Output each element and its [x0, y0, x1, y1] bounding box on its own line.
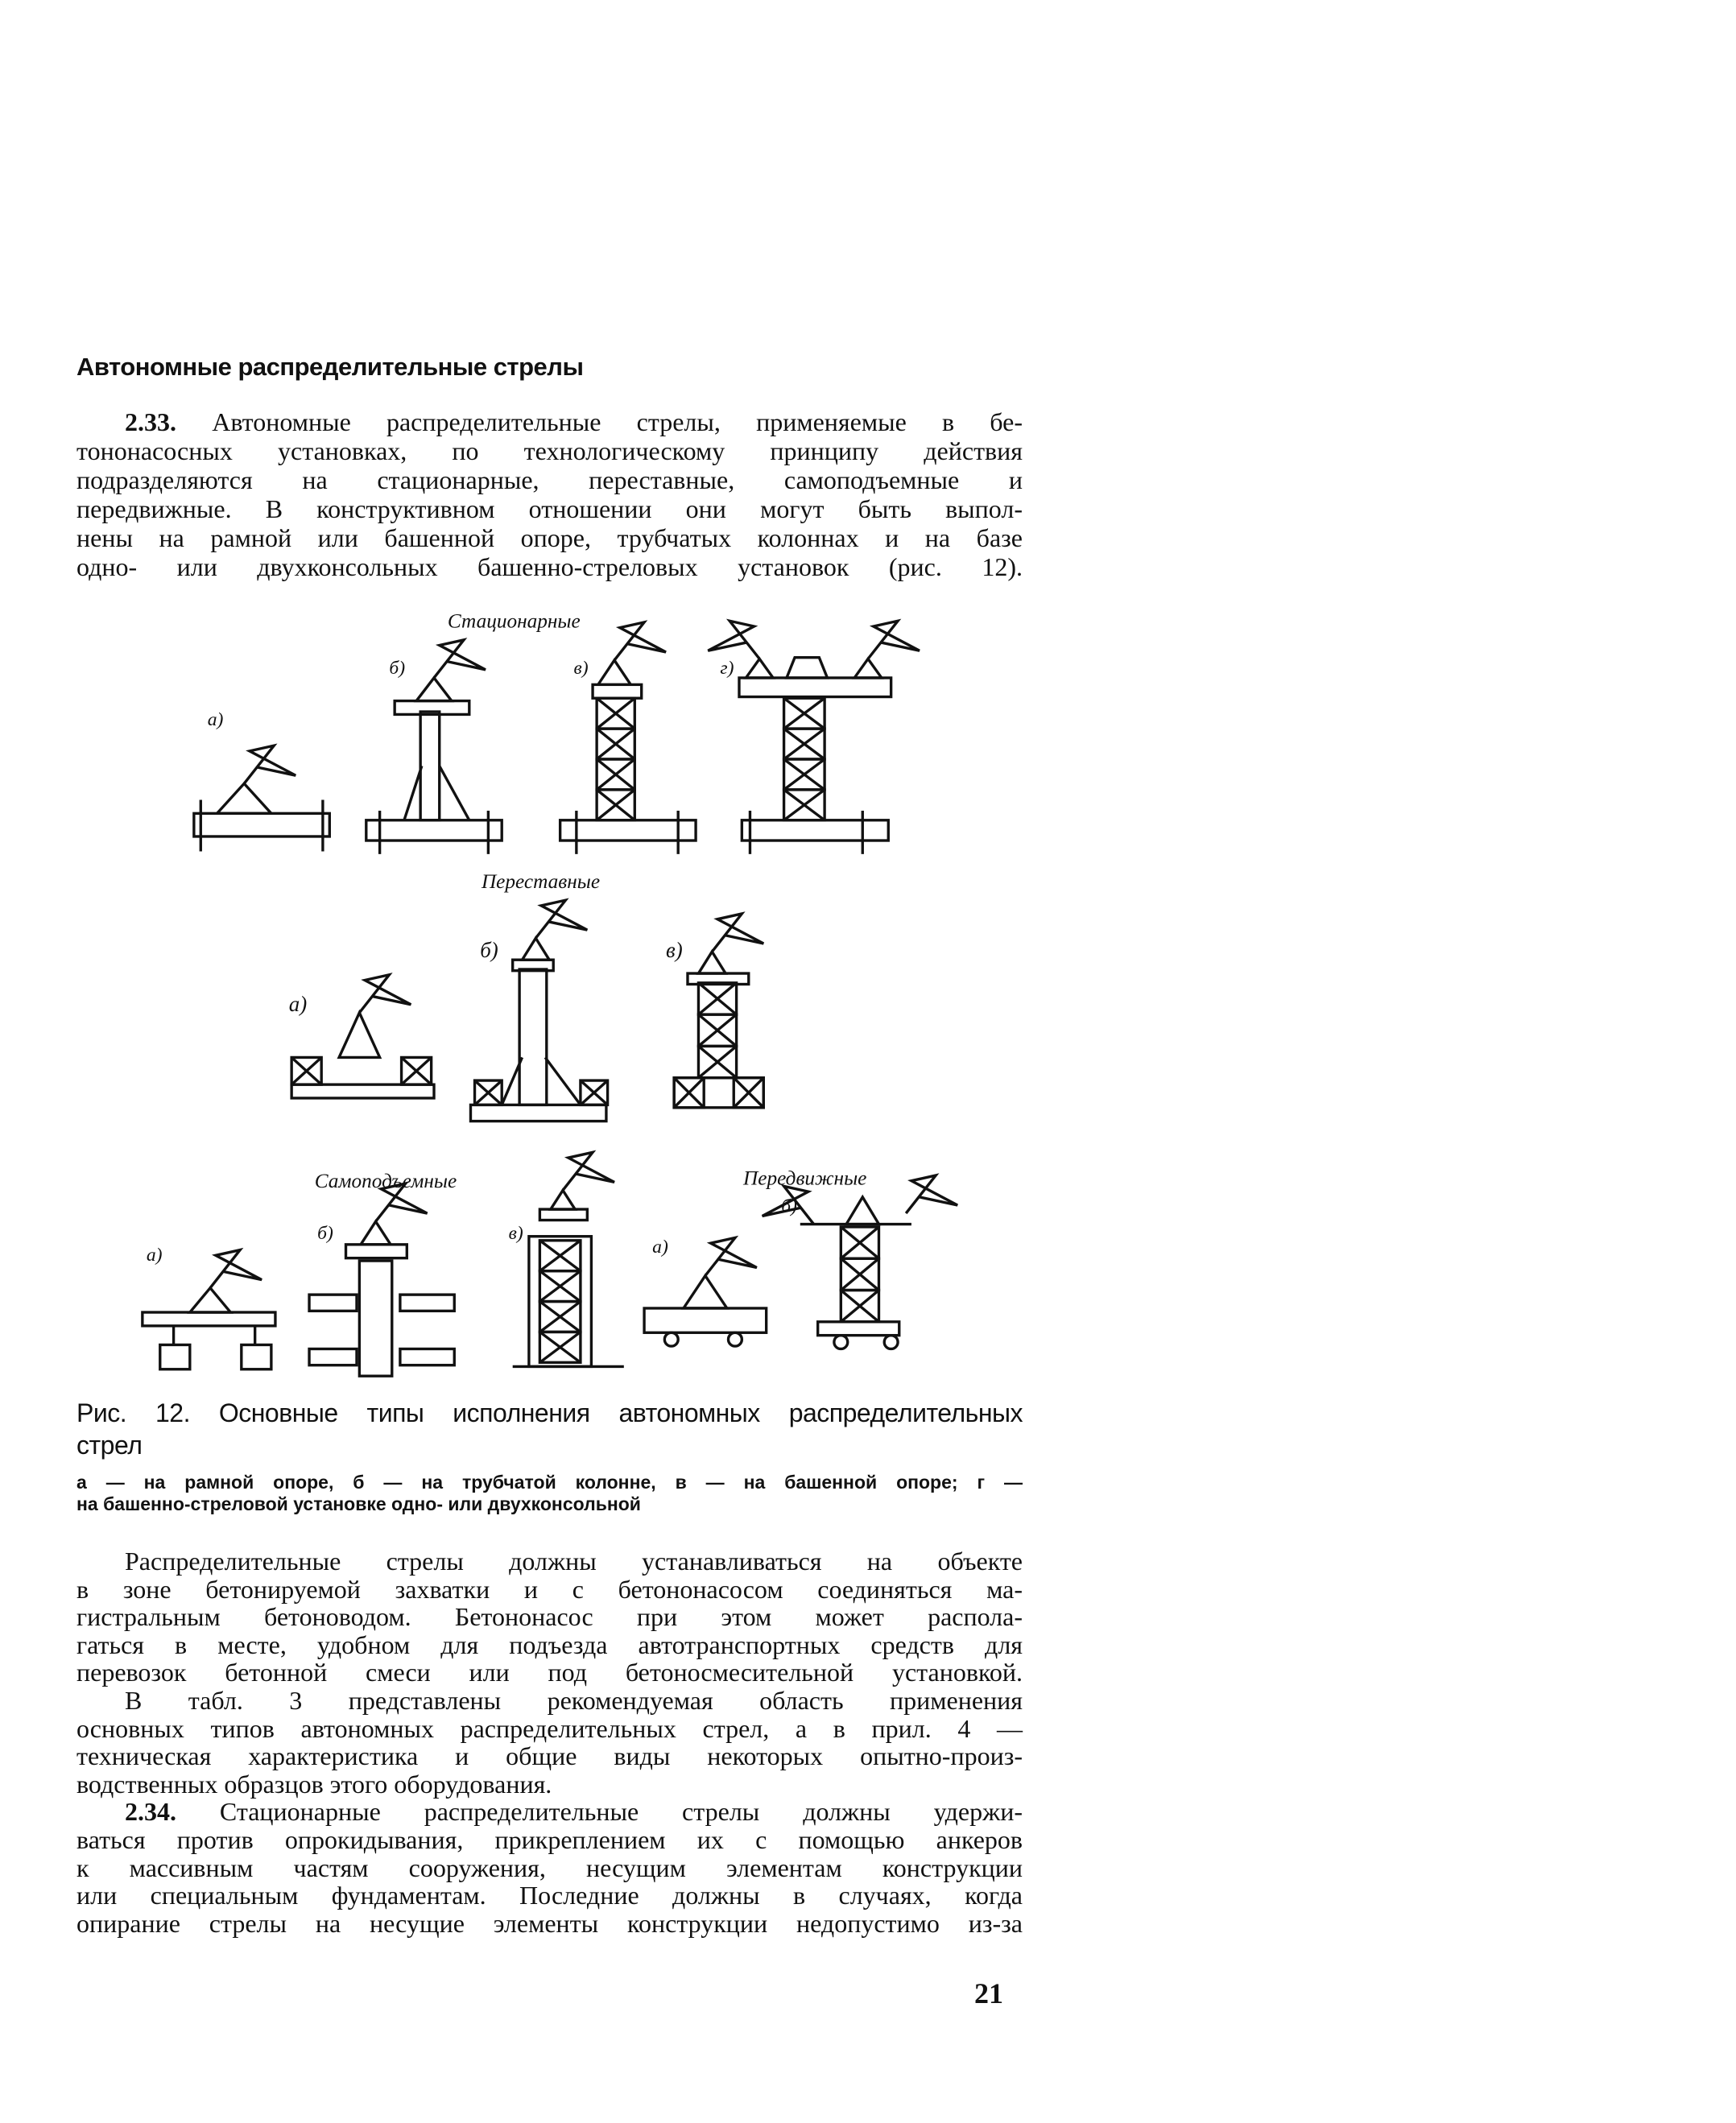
center-cab	[787, 658, 828, 678]
figure-legend	[76, 1472, 1023, 1515]
text-line: одно- или двухконсольных башенно-стреловых установок (рис. 12).	[76, 552, 1023, 581]
wheel	[664, 1332, 678, 1346]
sub-label: в)	[573, 657, 589, 679]
page-number: 21	[974, 1977, 1003, 2009]
foot-block	[160, 1344, 190, 1369]
sub-label: в)	[666, 937, 683, 962]
console-beam	[739, 678, 891, 697]
boom-support-triangle	[684, 1276, 727, 1308]
hatched-slab	[400, 1349, 454, 1365]
text-line: техническая характеристика и общие виды некоторых опытно-произ-	[76, 1741, 1023, 1771]
paragraph-number: 2.34.	[125, 1797, 176, 1827]
frame-base	[291, 1084, 434, 1098]
text-line	[76, 1798, 1023, 1826]
text-line: передвижные. В конструктивном отношении они могут быть выпол-	[76, 494, 1023, 523]
hatched-slab	[309, 1295, 357, 1311]
text-line: к массивным частям сооружения, несущим элементам конструкции	[76, 1852, 1023, 1882]
boom-support-triangle	[339, 1013, 380, 1058]
sub-label: в)	[508, 1223, 523, 1245]
tower-base	[560, 820, 696, 841]
paragraph-number: 2.33.	[125, 407, 176, 436]
top-plate	[346, 1245, 407, 1258]
group-label-mobile: Передвижные	[743, 1167, 867, 1190]
sub-label: а)	[146, 1245, 163, 1266]
boom-zigzag	[708, 621, 759, 659]
boom-zigzag	[705, 1237, 757, 1275]
tower-base	[742, 820, 888, 841]
tube-column	[420, 712, 440, 820]
boom-drawings	[143, 621, 957, 1376]
text-line: Распределительные стрелы должны устанавливаться на объекте	[125, 1547, 1023, 1576]
boom-support-triangle	[846, 1197, 878, 1225]
top-plate	[539, 1209, 587, 1220]
text-line: или специальным фундаментам. Последние должны в случаях, когда	[76, 1881, 1023, 1910]
boom-zigzag	[563, 1152, 614, 1190]
tube-column	[359, 1261, 391, 1376]
text-line: водственных образцов этого оборудования.	[76, 1769, 552, 1799]
cart-body	[644, 1308, 767, 1332]
frame-base	[194, 813, 329, 836]
text-line-content: Стационарные распределительные стрелы должны удержи-	[219, 1797, 1023, 1827]
group-label-relocatable: Переставные	[481, 869, 601, 893]
foot-block	[242, 1344, 271, 1369]
wheel	[729, 1332, 742, 1346]
strut	[545, 1057, 581, 1105]
boom-zigzag	[614, 622, 666, 660]
sub-label: а)	[652, 1236, 668, 1258]
sub-label: г)	[720, 657, 734, 679]
boom-zigzag	[906, 1175, 957, 1213]
tube-column	[519, 969, 547, 1105]
top-plate	[593, 684, 642, 698]
text-line: гаться в месте, удобном для подъезда автотранспортных средств для	[76, 1629, 1023, 1659]
legend-line: а — на рамной опоре, б — на трубчатой колонне, в — на башенной опоре; г —	[76, 1472, 1023, 1493]
boom-support-triangle	[598, 660, 630, 684]
frame-table	[143, 1312, 275, 1326]
sub-label: б)	[781, 1196, 797, 1217]
group-label-stationary: Стационарные	[447, 609, 581, 633]
text-line: основных типов автономных распределительных стрел, а в прил. 4 —	[76, 1713, 1023, 1743]
section-heading: Автономные распределительные стрелы	[76, 353, 584, 381]
tube-base	[470, 1105, 606, 1121]
strut	[440, 766, 469, 820]
boom-zigzag	[434, 640, 486, 678]
boom-support-triangle	[190, 1288, 231, 1312]
text-line: перевозок бетонной смеси или под бетоносмесительной установкой.	[76, 1658, 1023, 1687]
hatched-slab	[309, 1349, 357, 1365]
wheel	[884, 1336, 898, 1349]
sub-label: б)	[317, 1223, 333, 1245]
boom-support-triangle	[854, 659, 882, 678]
boom-zigzag	[359, 975, 411, 1013]
text-line-content: Автономные распределительные стрелы, применяемые в бе-	[212, 407, 1023, 436]
boom-support-triangle	[416, 678, 452, 701]
sub-label: б)	[389, 657, 406, 679]
boom-support-triangle	[522, 938, 549, 960]
text-line: ваться против опрокидывания, прикреплением их с помощью анкеров	[76, 1824, 1023, 1854]
caption-line: Рис. 12. Основные типы исполнения автономных распределительных	[76, 1398, 1023, 1427]
boom-support-triangle	[698, 952, 725, 973]
tube-base	[366, 820, 502, 841]
text-line: в зоне бетонируемой захватки и с бетононасосом соединяться ма-	[76, 1574, 1023, 1604]
group-label-self-lifting: Самоподъемные	[314, 1170, 457, 1193]
boom-support-triangle	[746, 659, 773, 678]
legend-line: на башенно-стреловой установке одно- или двухконсольной	[76, 1493, 641, 1514]
cart-platform	[818, 1322, 899, 1336]
boom-support-triangle	[361, 1221, 391, 1245]
caption-line: стрел	[76, 1431, 143, 1460]
text-line: тононасосных установках, по технологическому принципу действия	[76, 436, 1023, 465]
wheel	[834, 1336, 848, 1349]
boom-zigzag	[210, 1250, 262, 1288]
boom-support-triangle	[551, 1190, 575, 1209]
sub-label: а)	[288, 992, 308, 1017]
text-line: гистральным бетоноводом. Бетононасос при этом может распола-	[76, 1602, 1023, 1632]
hatched-slab	[400, 1295, 454, 1311]
text-line: опирание стрелы на несущие элементы конструкции недопустимо из-за	[76, 1908, 1023, 1938]
text-line: подразделяются на стационарные, переставные, самоподъемные и	[76, 465, 1023, 494]
boom-zigzag	[868, 621, 920, 659]
boom-support-triangle	[217, 783, 271, 813]
text-line: В табл. 3 представлены рекомендуемая область применения	[125, 1685, 1023, 1715]
boom-zigzag	[712, 914, 763, 952]
sub-label: б)	[480, 937, 498, 962]
boom-zigzag	[244, 746, 296, 783]
boom-zigzag	[535, 900, 587, 938]
sub-label: а)	[207, 708, 224, 730]
text-line: нены на рамной или башенной опоре, трубчатых колоннах и на базе	[76, 523, 1023, 552]
body-text	[76, 1547, 1023, 1937]
figure-caption	[76, 1397, 1023, 1461]
